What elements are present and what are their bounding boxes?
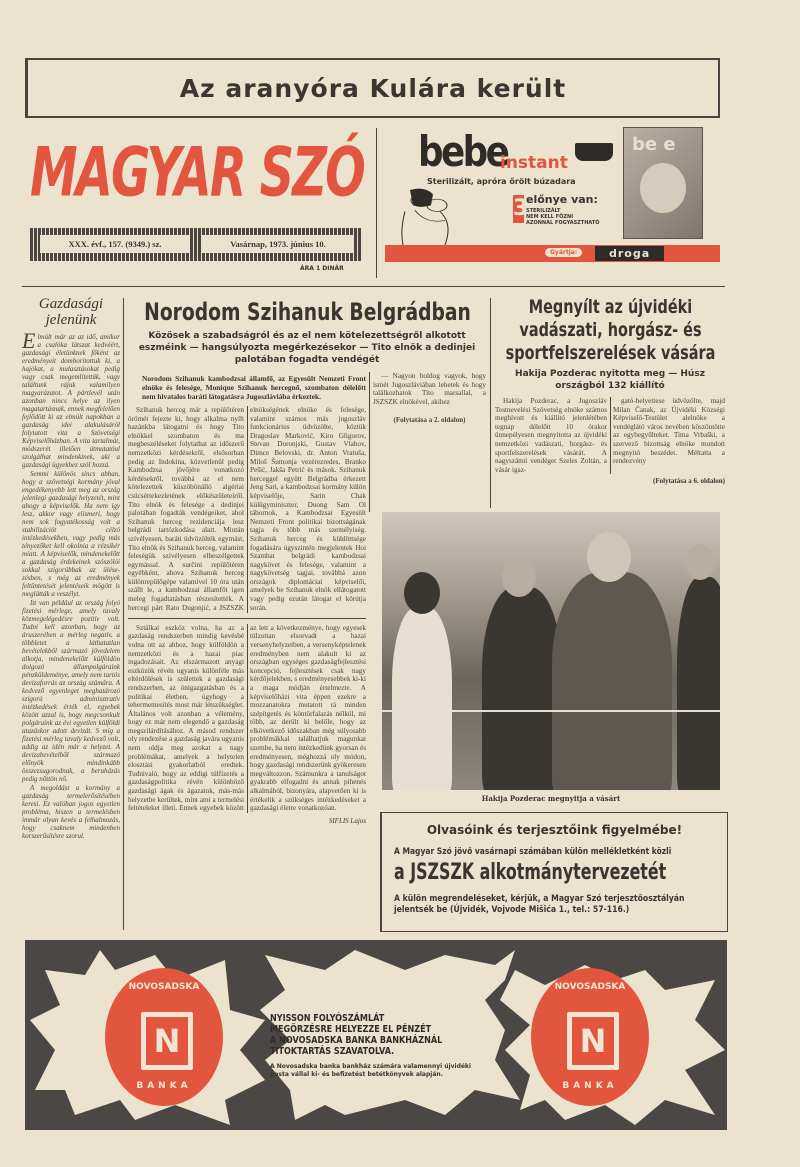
paragraph: Semmi különös sincs abban, hogy a szövetségi kormány jóval engedékenyebb lett meg az ország jelenlegi gazdasági helyzetét, mint ahogy a képviselők. Ha nem így lesz, akkor vagy elismeri, hogy nem sok fogyatékosság volt a stabilizációt célzó intézkedésekben, vagy pedig más tényezőket kell okolnia a rézsikér miatt. A képviselők, mindenekelőtt a gazdaság érdekeinek szószólói sokkal szigorúbbak az ülésezésben, s még az eredmények feltüntetését jelentéseik mögött is meglátták a veszélyt.	[22, 470, 120, 598]
logo-letter: N	[567, 1012, 619, 1070]
fair-headline: Megnyílt az újvidéki vadászati, horgász- és sportfelszerelések vására	[505, 296, 715, 364]
benefits-list	[526, 208, 600, 226]
author-signature: SIFLIS Lajos	[328, 817, 366, 826]
main-article-body	[128, 406, 366, 613]
paragraph: Szihanuk herceg már a repülőtéren örömét fejezte ki, hogy alkalma nyílt hazánkba látogatni és hogy Tito elnökkel szombaton és ma megbeszéléseket folytathat az időszerű nemzetközi kérdésekről, elsősorban pedig az Indokína, közvetlenül pedig Kambodzsa jövőjére vonatkozó kérdésekről, továbbá az el nem kötelezettek küszöbönálló algériai csúcsértekezletének előkészületeiről. Tito elnök és felesége a dedinjei palotában fogadták vendégeiket, ahol Szihanuk herceg rezidenciája lesz belgrádi tartózkodása alatt. Miután szívélyesen, baráti üdvözölték egymást, Tito elnök és Szihanuk herceg, valamint feleségük szívélyesen elbeszélgettek egymással. A surčini repülőtéren egyébként, ahova Szihanuk herceg különrepülőgépe valamivel 10 óra után szállt le, a kambodzsai államfőt igen meleg fogadtatásban részesítették. A hercegi párt Rato Dugonjić, a JSZSZK elnökségének elnöke és felesége, valamint számos más jugoszláv funkcionárius üdvözölte, köztük Dragoslav Marković, Kiro Gligorov, Stevan Doronjski, Gustav Vlahov, Dimce Belovski, dr. Anton Vratuša, Miloš Šumonja vezérezredes, Branko Pešić, Jakša Petrić és mások. Szihanuk herceggel együtt Belgrádba érkezett Jeng Sari, a kambodzsai kormány külön képviselője, Sarin Chak külügyminiszter, Duong Sam Ol tábornok, a Kambodzsai Egyesült Nemzeti Front politikai bizottságának tagja és több más személyiség. Szihanuk herceg és küldöttsége fogadására úgyszintén megjelentek Hoi Szambat belgrádi kambodzsai nagykövet és felesége, valamint a nagykövetség tagjai, továbbá azon országok diplomáciai képviselői, amelyek be Szihanuk elnök ellátogatott vagy pedig ezután látogat el körútja során.	[128, 406, 366, 612]
editorial-title: Gazdasági jelenünk	[38, 296, 104, 328]
benefit: AZONNAL FOGYASZTHATÓ	[526, 220, 600, 226]
paragraph: Sztálkai eszköz volna, ha az a gazdaság rendszerben mindig kevésbé volna ott az ahhoz, hogy külföldön a nemzetközi és a hazai piac ingadozásait. Az elszármazott anyagi eszközök révén ugyanis különféle más eltérdölések is születtek a gazdasági rendszerben, az önigazgatásban és a politikai életben, úgyhogy a tehermentesítés most már létszükséglet. Általános volt azonban a vélemény, hogy ez már nem elegendő a gazdaság megszilárdításához. A másod rendszer oly rendezése a gazdaság javára ugyanis nem oldja meg azokat a nagy problémákat, amelyek a helytelen elosztási gyakorlatból eredtek. Tudnivaló, hogy az eddigi túlfizetés a gazdaságpolitika révén különböző gazdasági ágak és ágazatok, más-más helyzetbe kerültek, mint ami a termelési feltételeket illeti. Ennek egyebek között az lett a következménye, hogy egyesek túlzottan elsorvadt a hazai versenyhelyzetben, a versenyképtelenek eredményben nem alakult ki az országban egységes gazdaságfejlesztési koncepció, fejlesztések csak nagy kérdőjelekben, s eredményesebbek ki-ki a maga módján értelmezte. A képviselőházi vita éppen ezekre a mozzanatokra mutatott rá minden szépítgetés és köntörfalazás nélkül, mi több, az derült ki belőle, hogy az elkövetkező időszakban még súlyosabb problémákkal találhatjuk magunkat szembe, ha nem intézkedünk gyorsan és eredményesen, méghozzá oly módon, hogy gazdasági rendszerünk gyökeresen megváltozzon. Számunkra a tanulságot gyakrabb elfogadni és annak pihenés alkalmából, bizonyára, alapvetően ki is értékelik a szükséges intézkedéseket a gazdasági életre vonatkozóan.	[128, 623, 366, 813]
issue-number: XXX. évf., 157. (9349.) sz.	[40, 235, 190, 253]
issue-date: Vasárnap, 1973. június 10.	[202, 235, 354, 253]
top-banner-headline: Az aranyóra Kulára került	[25, 58, 720, 118]
benefit: NEM KELL FŐZNI	[526, 214, 574, 220]
logo-text: NOVOSADSKA	[554, 982, 626, 992]
paragraph: — Nagyon boldog vagyok, hogy ismét Jugoszláviában lehetek és hogy találkozhatok Tito marsallal, a JSZSZK elnökével, akihez	[373, 372, 486, 406]
notice-line: A Magyar Szó jövő vasárnapi számában külön mellékletként közli	[394, 846, 672, 856]
masthead-info-bar	[30, 228, 362, 261]
paragraph: Itt van például az ország folyó fizetési mérlege, amely tavaly közmegelégedésre pozitív volt. Tudni kell azonban, hogy az áruszerében a mérleg negatív, a többletet a láthatatlan bevételekből származó jövedelem alkotja, mindenekelőtt külföldön dolgozó állampolgáraink pénzküldeménye, amely nem tartós devizaforrás az ország számára. A kedvező egyenleget meghatározó szigorú adminisztratív intézkedések érték el, egyebek között azzal is, hogy megcsonkult polgáraink az évi egyetlen külföldi utazáskor adott devizát. S míg a fizetési mérleg tavaly kedvező volt, addig az idén már a helyzet. A devizabevételből származó előnyök mindinkább összezsugorodnak, a beruházás pedig nőttön nő.	[22, 599, 120, 783]
benefit-count: 3	[513, 196, 529, 221]
novosadska-banka-logo	[105, 968, 223, 1106]
main-article	[128, 296, 486, 366]
paragraph: gató-helyettese üdvözölte, majd Milan Čanak, az Újvidéki Községi Képviselő-Testület alelnöke a vendéglátó város nevében köszöntötte az egybegyűlteket. Tima Vrbaški, a szervező bizottság elnöke mondott megnyitó beszédet. Méltatta a rendezvény	[613, 397, 725, 466]
paragraph: Hakija Pozderac, a Jugoszláv Testnevelési Szövetség elnöke számos meghívott és kiállító jelenlétében tegnap délelőtt 10 órakor ünnepélyesen megnyitotta az újvidéki nemzetközi vadászati, horgász- és sportfelszerelések vásárát. A nagyszámú vendéget Szeles Zoltán, a vásár igaz-	[495, 397, 607, 474]
fair-continued-note: (Folytatása a 6. oldalon)	[653, 477, 725, 486]
mother-child-illustration	[395, 187, 455, 245]
bank-headline-line: NYISSON FOLYÓSZÁMLÁT	[270, 1013, 385, 1024]
bank-body-text: A Novosadska banka bankház számára valamennyi újvidéki posta vállal ki- és befizetést betétkönyvek alapján.	[270, 1063, 471, 1078]
fair-article	[495, 296, 725, 486]
main-subhead: Közösek a szabadságról és az el nem kötelezettségről alkotott eszméink — hangsúlyozta megérkezésekor — Tito elnök a dedinjei palotában fogadta vendégét	[138, 331, 476, 365]
bebe-variant: instant	[500, 153, 568, 173]
divider	[490, 298, 491, 508]
logo-text: NOVOSADSKA	[128, 982, 200, 992]
main-article-lower	[128, 624, 366, 814]
paragraph: lmúlt már az az idő, amikor a csalóka látszat kedvéért, gazdasági életünknek főként az eredményeit domborítottuk ki, a hajókat, a mulasztásokat pedig vagy csak megemlítettük, vagy találtunk rájuk valamilyen magyarázatot. A pártlevél után azonban nincs helye az ilyen magatartásnak, ennek megfelelően fejlődött ki az elmúlt napokban a gazdaság idei alakulásáról folytatott vita a Szövetségi Képviselőházban. A vita tartalmát, módszerét illetően útmutatóul szolgálhat mindenkinek, aki a gazdasági ügyekhez szól hozzá.	[22, 333, 120, 469]
benefits-title: előnye van:	[526, 193, 598, 206]
paragraph: A megoldást a kormány a gazdaság termelerősítésében keresi. Ez valóban jogos egyetlen probléma, hiszen a termelésben immár olyan kevés a felhalmozás, hogy csaknem mindenben korszerűsítésre szorul.	[22, 784, 120, 840]
producer-label: Gyártja:	[545, 248, 582, 257]
main-article-left	[128, 372, 366, 826]
divider	[123, 298, 124, 930]
divider	[128, 618, 366, 619]
logo-text: BANKA	[136, 1081, 192, 1091]
bebe-tagline: Sterilizált, apróra őrölt búzadara	[427, 177, 576, 186]
readers-notice-box	[380, 812, 728, 932]
bank-headline-line: TITOKTARTÁS SZAVATOLVA.	[270, 1046, 395, 1057]
benefit: STERILIZÁLT	[526, 208, 561, 214]
main-lead: Norodom Szihanuk kambodzsai államfő, az Egyesült Nemzeti Front elnöke és felesége, Monique Szihanuk hercegnő, szombaton délelőtt nem hivatalos baráti látogatásra Jugoszláviába érkeztek.	[142, 374, 366, 401]
divider	[369, 372, 370, 512]
price: ÁRA 1 DINÁR	[300, 265, 344, 272]
notice-headline: a JSZSZK alkotmánytervezetét	[394, 860, 667, 885]
bank-headline-line: MEGŐRZÉSRE HELYEZZE EL PÉNZÉT	[270, 1024, 432, 1035]
bebe-brand: bebe	[418, 127, 508, 176]
product-box-image	[623, 127, 703, 239]
continued-note: (Folytatása a 2. oldalon)	[393, 416, 466, 425]
fair-opening-photo	[382, 512, 720, 790]
box-label: be e	[632, 134, 676, 155]
masthead-logo: MAGYAR SZÓ	[30, 134, 364, 213]
fair-subhead: Hakija Pozderac nyitotta meg — Húsz országból 132 kiállító	[515, 369, 705, 391]
logo-letter: N	[141, 1012, 193, 1070]
logo-text: BANKA	[562, 1081, 618, 1091]
bank-ad-text	[270, 1013, 480, 1079]
fair-article-body	[495, 397, 725, 474]
editorial-column	[22, 296, 120, 841]
bebe-instant-ad	[385, 125, 720, 270]
drop-cap: E	[22, 328, 36, 353]
baby-face-image	[640, 163, 686, 213]
notice-line: A külön megrendeléseket, kérjük, a Magyar Szó terjesztőosztályán jelentsék be (Újvidék, Vojvode Mišića 1., tel.: 57-116.)	[394, 893, 685, 914]
novosadska-banka-ad	[25, 940, 727, 1130]
divider	[22, 286, 725, 287]
main-headline: Norodom Szihanuk Belgrádban	[143, 298, 471, 326]
podravka-logo-icon	[575, 143, 613, 161]
photo-caption: Hakija Pozderac megnyitja a vásárt	[481, 794, 621, 803]
divider	[376, 128, 377, 278]
novosadska-banka-logo	[531, 968, 649, 1106]
droga-logo: droga	[595, 246, 664, 261]
bank-headline-line: A NOVOSADSKA BANKA BANKHÁZNÁL	[270, 1035, 443, 1046]
notice-title: Olvasóink és terjesztőink figyelmébe!	[426, 823, 683, 837]
main-article-body-right	[373, 372, 486, 425]
producer-strip	[385, 245, 720, 262]
